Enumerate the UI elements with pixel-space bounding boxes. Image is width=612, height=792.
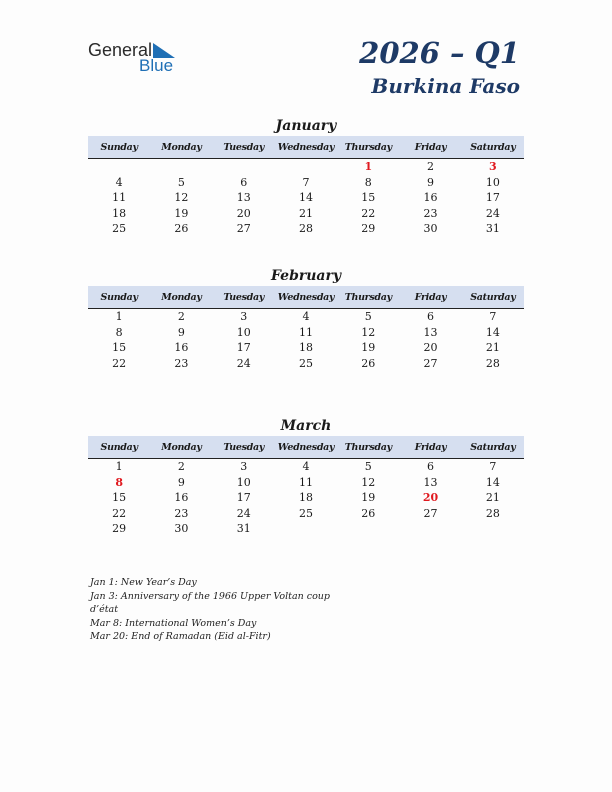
week-row	[88, 325, 524, 341]
day-cell: 31	[236, 522, 251, 535]
day-cell: 27	[423, 506, 438, 520]
day-cell: 12	[361, 325, 376, 339]
day-cell: 2	[177, 460, 185, 473]
day-cell	[88, 159, 150, 175]
weekday-label: Thursday	[344, 291, 392, 303]
day-cell: 23	[174, 356, 189, 370]
day-cell	[213, 159, 275, 175]
day-cell: 19	[174, 206, 189, 220]
day-cell: 22	[361, 206, 376, 220]
day-cell: 20	[423, 341, 438, 354]
month-block-january	[88, 116, 524, 237]
day-cell: 1	[115, 310, 123, 323]
day-cell: 26	[174, 222, 189, 235]
day-cell: 14	[298, 191, 313, 204]
logo-text-general: General	[88, 40, 153, 60]
day-cell: 16	[423, 191, 438, 204]
weekday-label: Saturday	[470, 291, 516, 303]
logo-text-blue: Blue	[139, 56, 174, 75]
day-cell: 17	[485, 191, 500, 204]
day-cell: 6	[427, 310, 435, 323]
weekday-label: Sunday	[100, 141, 138, 153]
day-cell: 23	[174, 506, 189, 520]
weekday-label: Monday	[161, 141, 202, 153]
day-cell: 13	[236, 191, 251, 204]
day-cell: 13	[423, 325, 438, 339]
weekday-label: Friday	[414, 291, 447, 303]
day-cell: 14	[485, 475, 500, 489]
weekday-label: Thursday	[344, 441, 392, 453]
day-cell: 24	[236, 506, 251, 520]
day-cell: 17	[236, 491, 251, 504]
weekday-label: Monday	[161, 441, 202, 453]
week-row	[88, 221, 524, 237]
week-row	[88, 340, 524, 356]
day-cell: 25	[298, 506, 313, 520]
day-cell: 5	[177, 175, 185, 189]
holiday-day-cell: 8	[115, 475, 123, 489]
day-cell: 23	[423, 206, 438, 220]
day-cell: 18	[112, 206, 127, 220]
day-cell: 18	[298, 341, 313, 354]
weekday-header-row	[88, 436, 524, 459]
weekday-label: Sunday	[100, 291, 138, 303]
day-cell	[150, 159, 212, 175]
day-cell: 16	[174, 491, 189, 504]
day-cell: 28	[298, 222, 313, 235]
week-row	[88, 159, 524, 175]
period-title: 2026 – Q1	[359, 36, 520, 70]
day-cell	[275, 521, 337, 537]
day-cell: 7	[302, 175, 310, 189]
weekday-label: Wednesday	[277, 291, 335, 303]
day-cell: 22	[112, 356, 127, 370]
day-cell	[399, 521, 461, 537]
week-row	[88, 506, 524, 522]
holiday-day-cell: 3	[489, 160, 497, 173]
day-cell	[337, 521, 399, 537]
day-cell: 8	[364, 175, 372, 189]
day-cell: 21	[485, 341, 500, 354]
day-cell: 12	[361, 475, 376, 489]
day-cell: 2	[427, 160, 435, 173]
day-cell: 25	[112, 222, 127, 235]
day-cell: 25	[298, 356, 313, 370]
day-cell: 30	[423, 222, 438, 235]
day-cell: 11	[298, 325, 313, 339]
day-cell: 2	[177, 310, 185, 323]
weekday-header-row	[88, 286, 524, 309]
day-cell	[275, 159, 337, 175]
day-cell: 24	[485, 206, 500, 220]
day-cell: 6	[427, 460, 435, 473]
weekday-label: Wednesday	[277, 441, 335, 453]
day-cell: 11	[112, 191, 127, 204]
holiday-day-cell: 20	[422, 491, 439, 504]
day-cell: 30	[174, 522, 189, 535]
week-row	[88, 490, 524, 506]
day-cell: 9	[177, 325, 185, 339]
day-cell: 7	[489, 310, 497, 323]
holiday-notes	[90, 576, 330, 644]
weekday-label: Monday	[161, 291, 202, 303]
holiday-note: Mar 20: End of Ramadan (Eid al-Fitr)	[90, 631, 271, 642]
day-cell: 20	[236, 206, 251, 220]
day-cell: 13	[423, 475, 438, 489]
holiday-note: Jan 3: Anniversary of the 1966 Upper Voltan coup d’état	[90, 590, 330, 615]
weekday-label: Thursday	[344, 141, 392, 153]
week-row	[88, 356, 524, 372]
day-cell: 9	[177, 475, 185, 489]
month-block-march	[88, 416, 524, 537]
day-cell: 4	[115, 175, 123, 189]
day-cell	[462, 521, 524, 537]
week-row	[88, 521, 524, 537]
weekday-label: Saturday	[470, 441, 516, 453]
day-cell: 19	[361, 491, 376, 504]
day-cell: 11	[298, 475, 313, 489]
country-title: Burkina Faso	[371, 74, 520, 98]
weekday-label: Friday	[414, 141, 447, 153]
week-row	[88, 175, 524, 191]
weekday-label: Tuesday	[223, 141, 265, 153]
day-cell: 6	[240, 175, 248, 189]
week-row	[88, 475, 524, 491]
day-cell: 10	[236, 475, 251, 489]
weekday-label: Wednesday	[277, 141, 335, 153]
day-cell: 28	[485, 506, 500, 520]
day-cell: 28	[485, 356, 500, 370]
day-cell: 12	[174, 191, 189, 204]
day-cell: 19	[361, 341, 376, 354]
week-row	[88, 190, 524, 206]
day-cell: 26	[361, 356, 376, 370]
day-cell: 29	[361, 222, 376, 235]
day-cell: 22	[112, 506, 127, 520]
weekday-label: Tuesday	[223, 291, 265, 303]
day-cell: 10	[485, 175, 500, 189]
day-cell: 14	[485, 325, 500, 339]
day-cell: 9	[427, 175, 435, 189]
weekday-label: Tuesday	[223, 441, 265, 453]
day-cell: 8	[115, 325, 123, 339]
day-cell: 7	[489, 460, 497, 473]
brand-logo	[88, 40, 188, 76]
day-cell: 26	[361, 506, 376, 520]
month-name: January	[275, 118, 337, 134]
month-name: March	[280, 418, 332, 434]
day-cell: 3	[240, 460, 248, 473]
holiday-note: Jan 1: New Year’s Day	[90, 577, 197, 588]
day-cell: 18	[298, 491, 313, 504]
week-row	[88, 309, 524, 325]
day-cell: 1	[115, 460, 123, 473]
day-cell: 5	[364, 310, 372, 323]
day-cell: 17	[236, 341, 251, 354]
holiday-day-cell: 1	[364, 160, 373, 173]
page-title	[359, 36, 520, 99]
weekday-label: Friday	[414, 441, 447, 453]
day-cell: 10	[236, 325, 251, 339]
week-row	[88, 206, 524, 222]
day-cell: 15	[112, 491, 127, 504]
day-cell: 24	[236, 356, 251, 370]
weekday-label: Sunday	[100, 441, 138, 453]
day-cell: 15	[361, 191, 376, 204]
holiday-note: Mar 8: International Women’s Day	[90, 617, 257, 629]
day-cell: 3	[240, 310, 248, 323]
day-cell: 5	[364, 460, 372, 473]
day-cell: 21	[485, 491, 500, 504]
month-block-february	[88, 266, 524, 371]
day-cell: 29	[112, 522, 127, 535]
day-cell: 27	[236, 222, 251, 235]
weekday-label: Saturday	[470, 141, 516, 153]
day-cell: 31	[485, 222, 500, 235]
day-cell: 16	[174, 341, 189, 354]
day-cell: 4	[302, 460, 310, 473]
day-cell: 15	[112, 341, 127, 354]
day-cell: 27	[423, 356, 438, 370]
day-cell: 21	[298, 206, 313, 220]
week-row	[88, 459, 524, 475]
day-cell: 4	[302, 310, 310, 323]
weekday-header-row	[88, 136, 524, 159]
month-name: February	[270, 268, 341, 284]
